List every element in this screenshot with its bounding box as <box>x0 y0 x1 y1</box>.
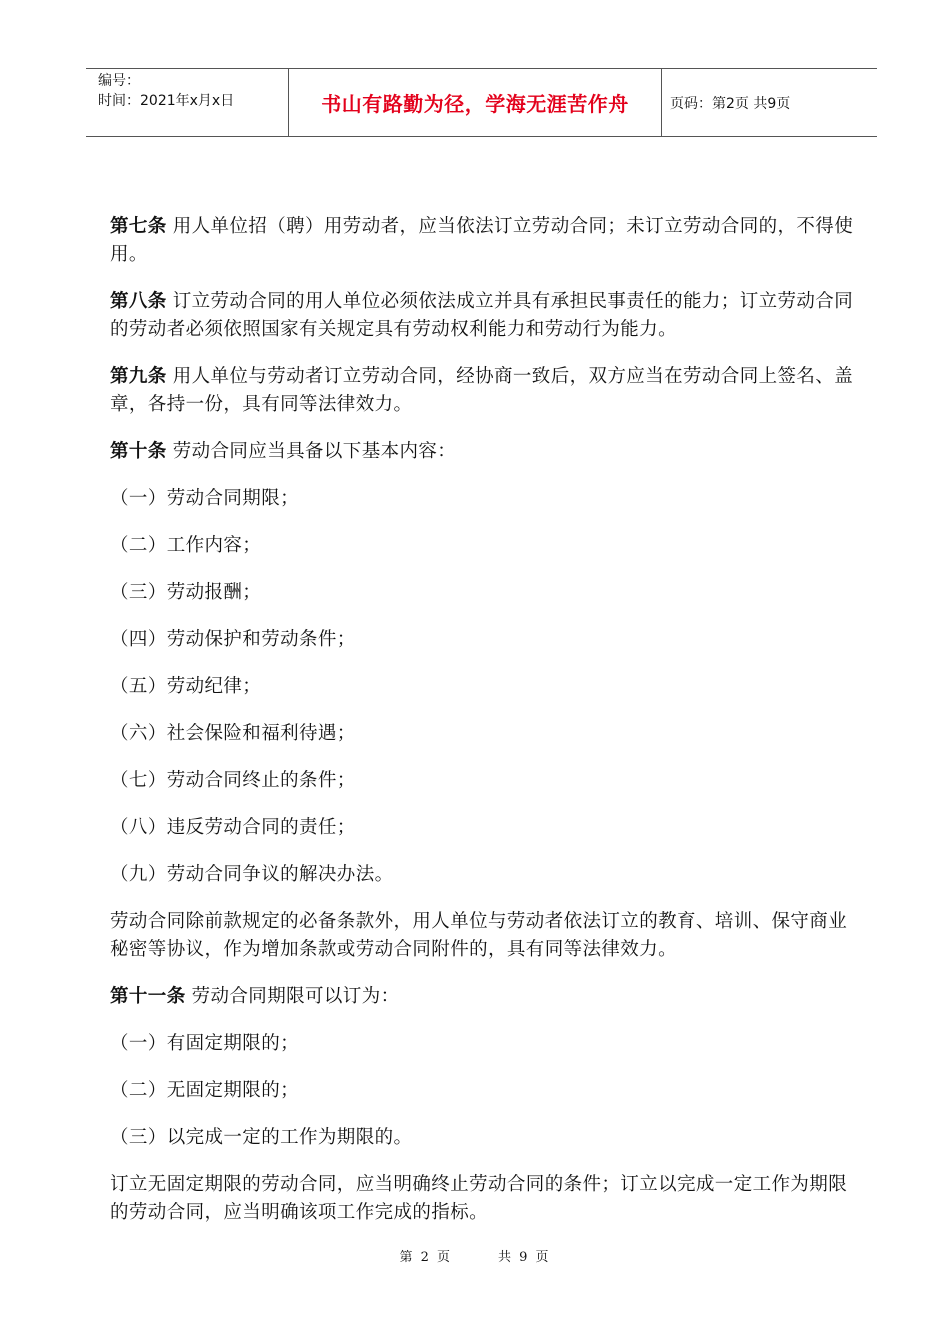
list-item: （六）社会保险和福利待遇； <box>110 723 356 744</box>
paragraph-supplementary: 劳动合同除前款规定的必备条款外，用人单位与劳动者依法订立的教育、培训、保守商业秘密等协议，作为增加条款或劳动合同附件的，具有同等法律效力。 <box>110 911 848 960</box>
page-header <box>86 68 877 137</box>
article-label: 第九条 <box>110 366 167 387</box>
list-item: （二）无固定期限的； <box>110 1080 300 1101</box>
article-label: 第十一条 <box>110 986 186 1007</box>
list-item: （一）有固定期限的； <box>110 1033 300 1054</box>
list-item: （一）劳动合同期限； <box>110 488 300 509</box>
footer-total: 共 9 页 <box>498 1250 551 1265</box>
header-page-info: 页码：第2页 共9页 <box>670 95 791 112</box>
article-label: 第八条 <box>110 291 167 312</box>
article-7 <box>110 213 855 269</box>
list-item: （二）工作内容； <box>110 535 262 556</box>
article-9 <box>110 363 855 419</box>
list-item: （三）劳动报酬； <box>110 582 262 603</box>
time-label: 时间：2021年x月x日 <box>98 93 235 109</box>
article-11 <box>110 983 855 1011</box>
list-item: （七）劳动合同终止的条件； <box>110 770 356 791</box>
header-divider <box>661 69 662 136</box>
paragraph-term-conditions: 订立无固定期限的劳动合同，应当明确终止劳动合同的条件；订立以完成一定工作为期限的劳动合同，应当明确该项工作完成的指标。 <box>110 1174 848 1223</box>
article-text: 劳动合同应当具备以下基本内容： <box>172 441 457 462</box>
article-text: 订立劳动合同的用人单位必须依法成立并具有承担民事责任的能力；订立劳动合同的劳动者必须依照国家有关规定具有劳动权利能力和劳动行为能力。 <box>110 291 854 340</box>
list-item: （五）劳动纪律； <box>110 676 262 697</box>
list-item: （三）以完成一定的工作为期限的。 <box>110 1127 413 1148</box>
number-label: 编号： <box>98 73 140 89</box>
list-item: （八）违反劳动合同的责任； <box>110 817 356 838</box>
article-label: 第七条 <box>110 216 167 237</box>
list-item: （四）劳动保护和劳动条件； <box>110 629 356 650</box>
article-text: 用人单位与劳动者订立劳动合同，经协商一致后，双方应当在劳动合同上签名、盖章，各持一份，具有同等法律效力。 <box>110 366 854 415</box>
article-label: 第十条 <box>110 441 167 462</box>
article-10 <box>110 438 855 466</box>
article-text: 劳动合同期限可以订为： <box>191 986 400 1007</box>
header-meta <box>86 69 288 136</box>
article-8 <box>110 288 855 344</box>
header-motto: 书山有路勤为径，学海无涯苦作舟 <box>321 92 629 116</box>
page-footer <box>0 1246 950 1265</box>
document-body <box>110 213 855 1246</box>
footer-page: 第 2 页 <box>399 1250 452 1265</box>
list-item: （九）劳动合同争议的解决办法。 <box>110 864 394 885</box>
article-text: 用人单位招（聘）用劳动者，应当依法订立劳动合同；未订立劳动合同的，不得使用。 <box>110 216 854 265</box>
